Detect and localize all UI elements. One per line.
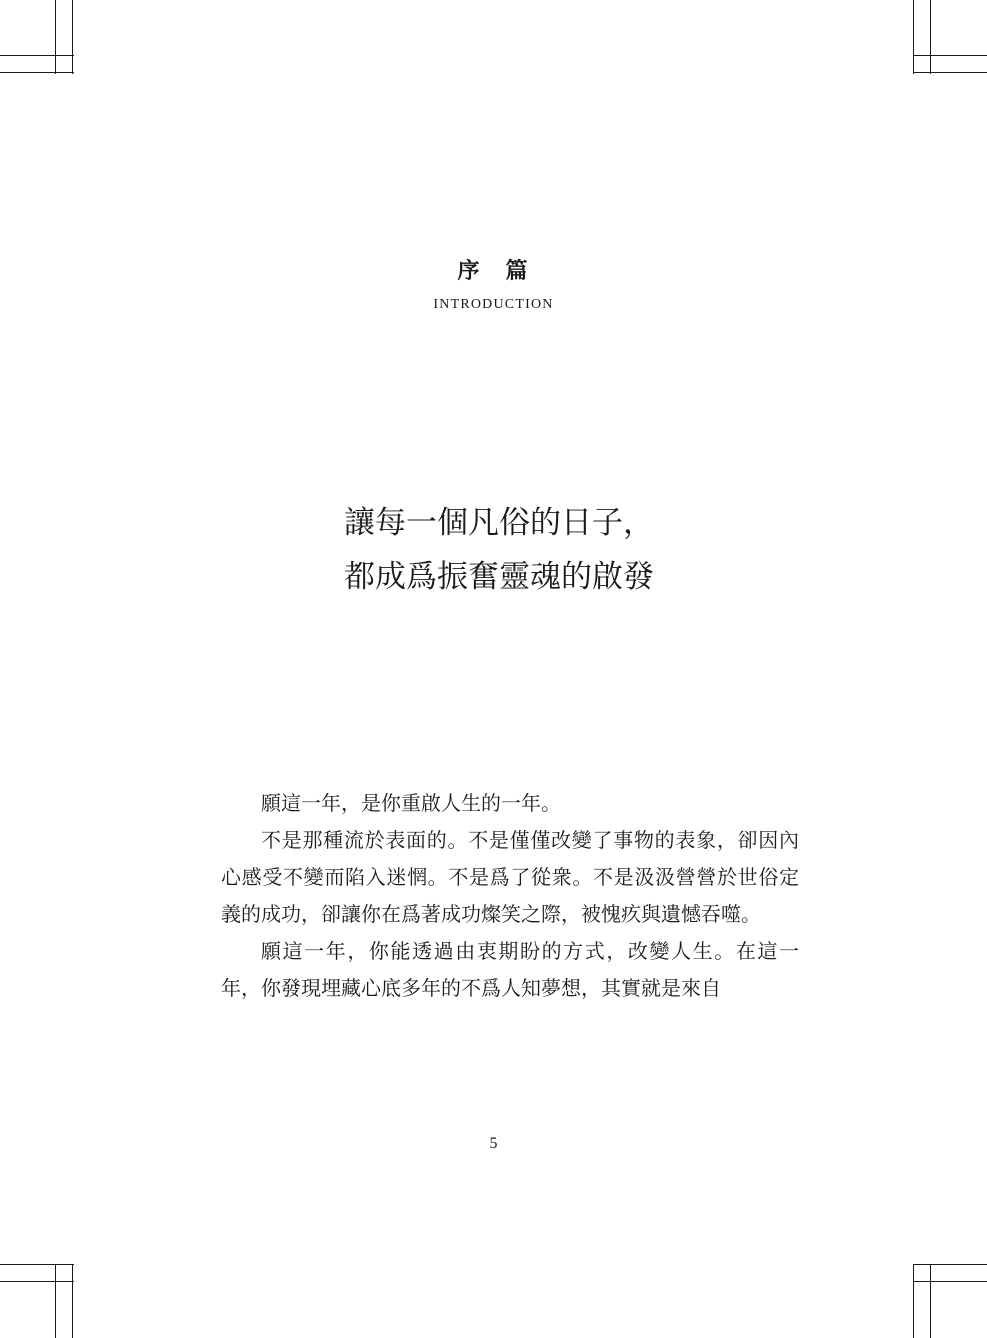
headline-line-1: 讓每一個凡俗的日子， (344, 505, 654, 541)
crop-mark (913, 0, 914, 74)
crop-mark (913, 1281, 987, 1282)
crop-mark (0, 1281, 74, 1282)
crop-mark (72, 0, 73, 74)
paragraph: 願這一年，是你重啟人生的一年。 (261, 791, 561, 815)
crop-mark (0, 55, 74, 56)
paragraph: 願這一年，你能透過由衷期盼的方式，改變人生。在這一年，你發現埋藏心底多年的不爲人知夢想，其實就是來自 (221, 939, 799, 1000)
paragraph: 不是那種流於表面的。不是僅僅改變了事物的表象，卻因內心感受不變而陷入迷惘。不是爲了從衆。不是汲汲營營於世俗定義的成功，卻讓你在爲著成功燦笑之際，被愧疚與遺憾吞噬。 (221, 828, 799, 926)
crop-mark (913, 1264, 914, 1338)
crop-mark (55, 0, 56, 74)
chapter-subtitle: INTRODUCTION (433, 297, 554, 312)
crop-mark (55, 1264, 56, 1338)
crop-mark (913, 72, 987, 73)
crop-mark (0, 72, 74, 73)
crop-mark (72, 1264, 73, 1338)
body-text (221, 785, 799, 1007)
crop-mark (913, 55, 987, 56)
crop-mark (913, 1264, 987, 1265)
crop-mark (930, 1264, 931, 1338)
chapter-title: 序 篇 (457, 258, 530, 284)
crop-mark (0, 1264, 74, 1265)
crop-mark (930, 0, 931, 74)
headline-line-2: 都成爲振奮靈魂的啟發 (344, 559, 654, 595)
page-number: 5 (489, 1135, 498, 1152)
headline (344, 496, 684, 604)
